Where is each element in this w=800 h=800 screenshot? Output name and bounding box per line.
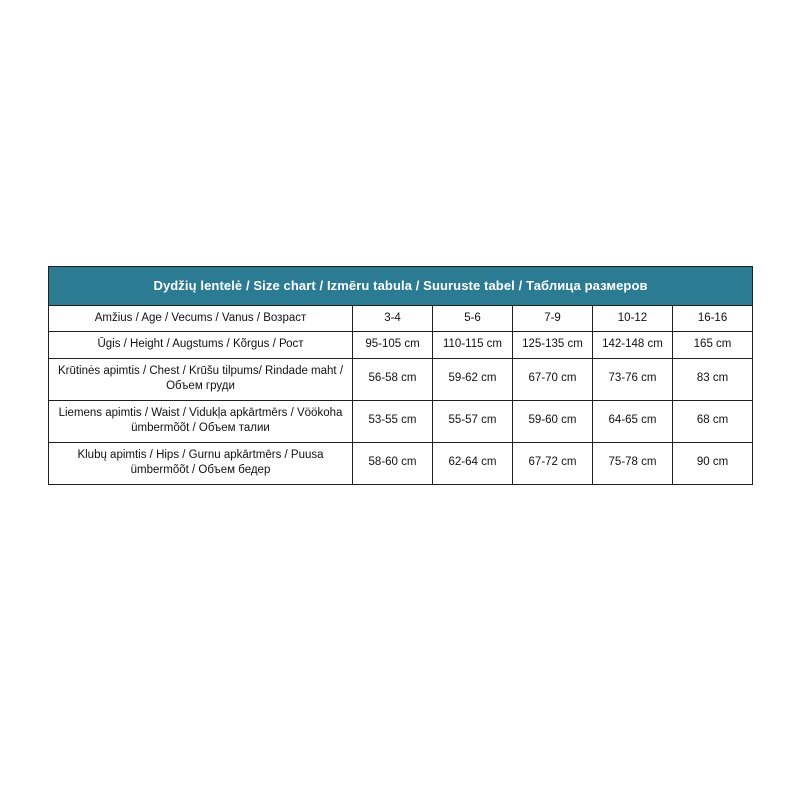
row-label-chest: Krūtinės apimtis / Chest / Krūšu tilpums/ Rindade maht / Объем груди: [49, 358, 353, 400]
size-chart-container: [48, 266, 752, 485]
table-row: [49, 400, 753, 442]
table-title: Dydžių lentelė / Size chart / Izmēru tabula / Suuruste tabel / Таблица размеров: [49, 267, 753, 306]
cell-chest-7-9: 67-70 cm: [513, 358, 593, 400]
cell-chest-10-12: 73-76 cm: [593, 358, 673, 400]
cell-waist-7-9: 59-60 cm: [513, 400, 593, 442]
size-chart-table: [48, 266, 753, 485]
cell-waist-16-16: 68 cm: [673, 400, 753, 442]
cell-chest-16-16: 83 cm: [673, 358, 753, 400]
table-row: [49, 332, 753, 359]
cell-height-7-9: 125-135 cm: [513, 332, 593, 359]
cell-hips-3-4: 58-60 cm: [353, 442, 433, 484]
row-label-height: Ūgis / Height / Augstums / Kõrgus / Рост: [49, 332, 353, 359]
cell-age-10-12: 10-12: [593, 305, 673, 332]
table-row: [49, 358, 753, 400]
cell-hips-10-12: 75-78 cm: [593, 442, 673, 484]
cell-waist-10-12: 64-65 cm: [593, 400, 673, 442]
cell-age-7-9: 7-9: [513, 305, 593, 332]
cell-chest-3-4: 56-58 cm: [353, 358, 433, 400]
cell-height-3-4: 95-105 cm: [353, 332, 433, 359]
cell-chest-5-6: 59-62 cm: [433, 358, 513, 400]
cell-age-16-16: 16-16: [673, 305, 753, 332]
cell-age-3-4: 3-4: [353, 305, 433, 332]
cell-age-5-6: 5-6: [433, 305, 513, 332]
cell-hips-16-16: 90 cm: [673, 442, 753, 484]
cell-height-16-16: 165 cm: [673, 332, 753, 359]
cell-hips-5-6: 62-64 cm: [433, 442, 513, 484]
cell-waist-5-6: 55-57 cm: [433, 400, 513, 442]
cell-waist-3-4: 53-55 cm: [353, 400, 433, 442]
cell-height-10-12: 142-148 cm: [593, 332, 673, 359]
row-label-hips: Klubų apimtis / Hips / Gurnu apkārtmērs / Puusa ümbermõõt / Объем бедер: [49, 442, 353, 484]
table-title-row: [49, 267, 753, 306]
cell-height-5-6: 110-115 cm: [433, 332, 513, 359]
table-row: [49, 305, 753, 332]
table-row: [49, 442, 753, 484]
row-label-waist: Liemens apimtis / Waist / Vidukļa apkārtmērs / Vöökoha ümbermõõt / Объем талии: [49, 400, 353, 442]
cell-hips-7-9: 67-72 cm: [513, 442, 593, 484]
row-label-age: Amžius / Age / Vecums / Vanus / Возраст: [49, 305, 353, 332]
